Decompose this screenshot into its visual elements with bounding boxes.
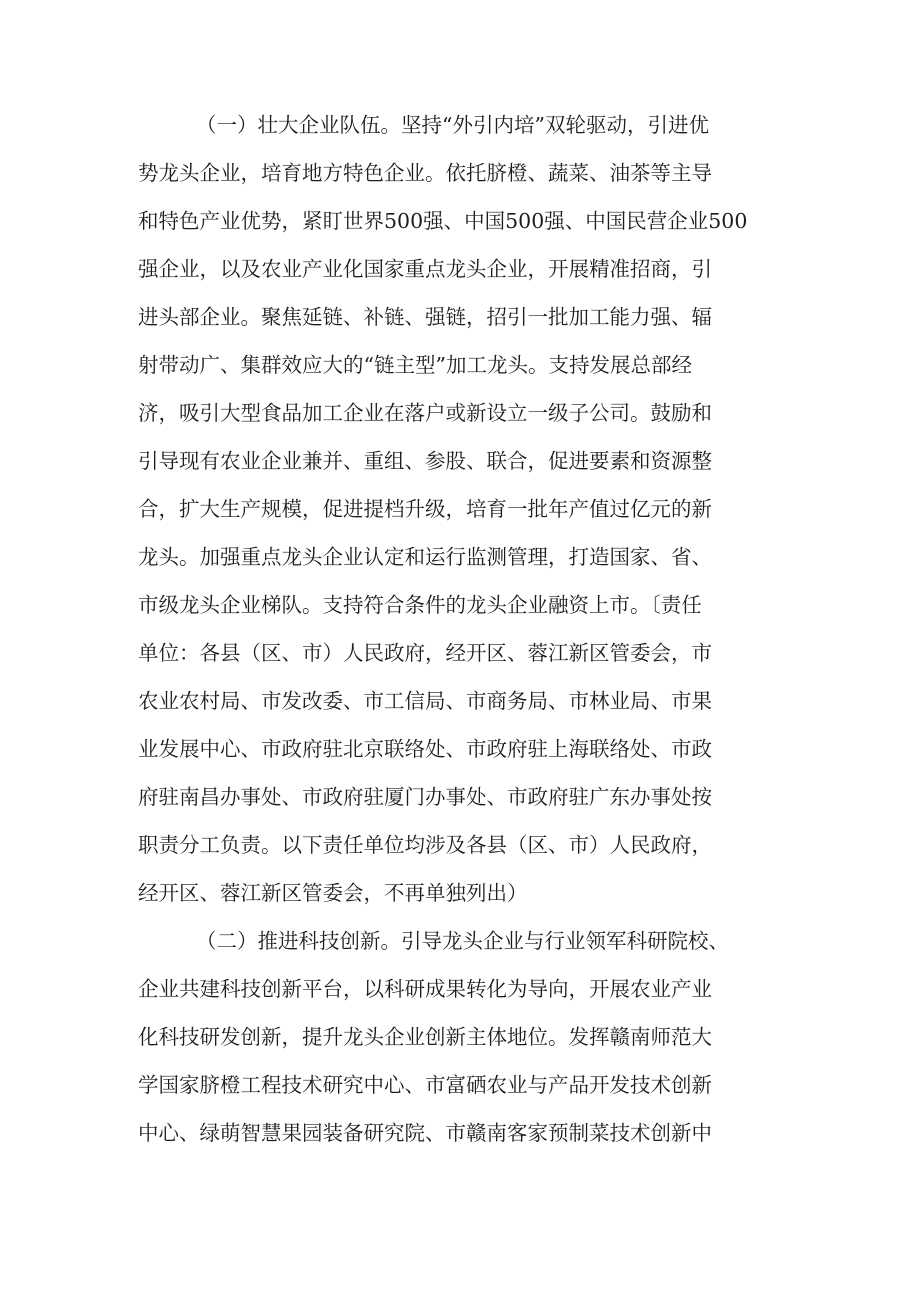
text-line: 合，扩大生产规模，促进提档升级，培育一批年产值过亿元的新 [138, 497, 712, 521]
text-line: 业发展中心、市政府驻北京联络处、市政府驻上海联络处、市政 [138, 737, 712, 761]
text-line: 进头部企业。聚焦延链、补链、强链，招引一批加工能力强、辐 [138, 305, 712, 329]
text-line: 势龙头企业，培育地方特色企业。依托脐橙、蔬菜、油茶等主导 [138, 161, 712, 185]
text-line: 学国家脐橙工程技术研究中心、市富硒农业与产品开发技术创新 [138, 1073, 712, 1097]
text-line: 射带动广、集群效应大的“链主型”加工龙头。支持发展总部经 [138, 353, 692, 377]
text-line: 农业农村局、市发改委、市工信局、市商务局、市林业局、市果 [138, 689, 712, 713]
text-line: 济，吸引大型食品加工企业在落户或新设立一级子公司。鼓励和 [138, 401, 712, 425]
text-line: 强企业，以及农业产业化国家重点龙头企业，开展精准招商，引 [138, 257, 712, 281]
text-line: 市级龙头企业梯队。支持符合条件的龙头企业融资上市。〔责任 [138, 593, 702, 617]
text-line: 化科技研发创新，提升龙头企业创新主体地位。发挥赣南师范大 [138, 1025, 712, 1049]
text-line: 中心、绿萌智慧果园装备研究院、市赣南客家预制菜技术创新中 [138, 1121, 712, 1145]
text-line: 府驻南昌办事处、市政府驻厦门办事处、市政府驻广东办事处按 [138, 785, 712, 809]
paragraph-2 [138, 917, 794, 1157]
text-line: 和特色产业优势，紧盯世界500强、中国500强、中国民营企业500 [138, 209, 748, 233]
text-line: 引导现有农业企业兼并、重组、参股、联合，促进要素和资源整 [138, 449, 712, 473]
text-line: 单位：各县（区、市）人民政府，经开区、蓉江新区管委会，市 [138, 641, 712, 665]
text-line: 经开区、蓉江新区管委会，不再单独列出） [138, 881, 528, 905]
text-line: 企业共建科技创新平台，以科研成果转化为导向，开展农业产业 [138, 977, 712, 1001]
text-line: （一）壮大企业队伍。坚持“外引内培”双轮驱动，引进优 [196, 113, 709, 137]
document-body [138, 101, 794, 1157]
text-line: （二）推进科技创新。引导龙头企业与行业领军科研院校、 [196, 929, 729, 953]
text-line: 职责分工负责。以下责任单位均涉及各县（区、市）人民政府， [138, 833, 712, 857]
text-line: 龙头。加强重点龙头企业认定和运行监测管理，打造国家、省、 [138, 545, 712, 569]
paragraph-1 [138, 101, 794, 917]
